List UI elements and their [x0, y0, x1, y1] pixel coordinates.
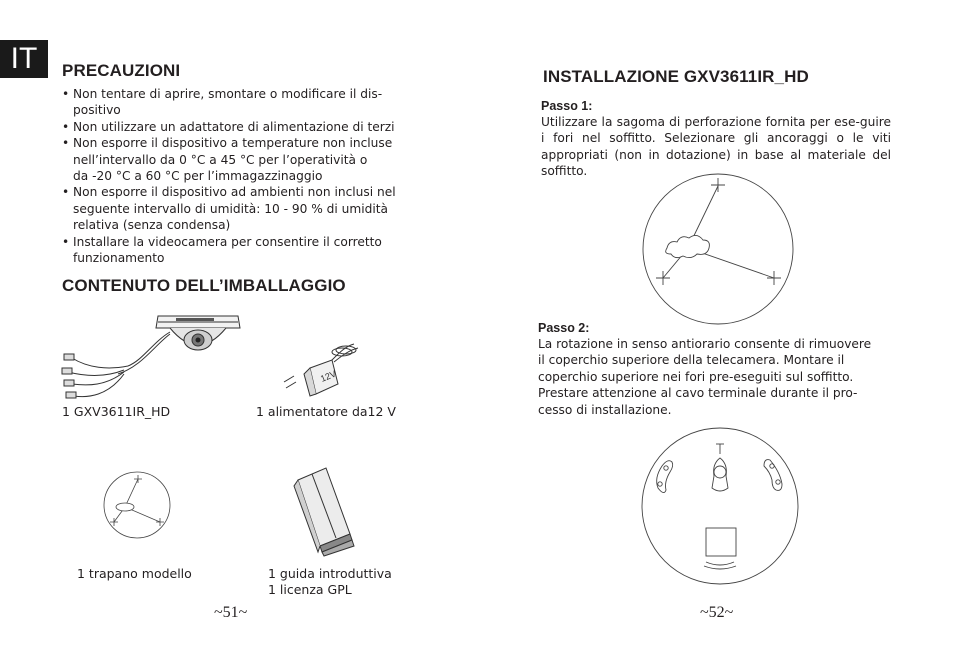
template-caption: 1 trapano modello [77, 566, 192, 581]
installation-heading: INSTALLAZIONE GXV3611IR_HD [543, 67, 809, 86]
power-adapter-illustration [282, 338, 362, 400]
guide-caption: 1 guida introduttiva [268, 566, 392, 581]
precaution-item: • Non tentare di aprire, smontare o modificare il dis- positivo [62, 86, 422, 119]
precaution-item: • Non utilizzare un adattatore di alimentazione di terzi [62, 119, 422, 135]
step1-text: Utilizzare la sagoma di perforazione fornita per ese-guire i fori nel soffitto. Selezionare gli ancoraggi o le viti appropriati (non in dotazione) in base al materiale del soffitto. [541, 115, 891, 179]
step1-label: Passo 1: [541, 99, 593, 113]
adapter-caption: 1 alimentatore da12 V [256, 404, 396, 419]
precaution-item: • Non esporre il dispositivo ad ambienti non inclusi nel seguente intervallo di umidità: 10 - 90 % di umidità relativa (senza condensa) [62, 184, 422, 233]
adapter-voltage-label: 12V [319, 368, 338, 384]
page-number-right: ~52~ [700, 604, 734, 621]
top-cover-diagram [640, 426, 800, 586]
license-caption: 1 licenza GPL [268, 582, 352, 597]
step2-text: La rotazione in senso antiorario consente di rimuovere il coperchio superiore della telecamera. Montare il coperchio superiore nei fori pre-eseguiti sul soffitto. Prestare attenzione al cavo terminale durante il pro- cesso di installazione. [538, 337, 872, 417]
camera-illustration [58, 302, 248, 402]
page-number-left: ~51~ [214, 604, 248, 621]
precaution-item: • Non esporre il dispositivo a temperature non incluse nell’intervallo da 0 °C a 45 °C per l’operatività o da -20 °C a 60 °C per l’immagazzinaggio [62, 135, 422, 184]
precautions-list [62, 86, 422, 266]
step1-template-diagram [641, 172, 795, 326]
drill-template-illustration [102, 470, 172, 540]
language-tab: IT [0, 40, 48, 78]
precautions-heading: PRECAUZIONI [62, 61, 181, 80]
quick-guide-illustration [290, 466, 360, 558]
camera-caption: 1 GXV3611IR_HD [62, 404, 171, 419]
package-heading: CONTENUTO DELL’IMBALLAGGIO [62, 276, 346, 295]
precaution-item: • Installare la videocamera per consentire il corretto funzionamento [62, 234, 422, 267]
step2-label: Passo 2: [538, 321, 590, 335]
